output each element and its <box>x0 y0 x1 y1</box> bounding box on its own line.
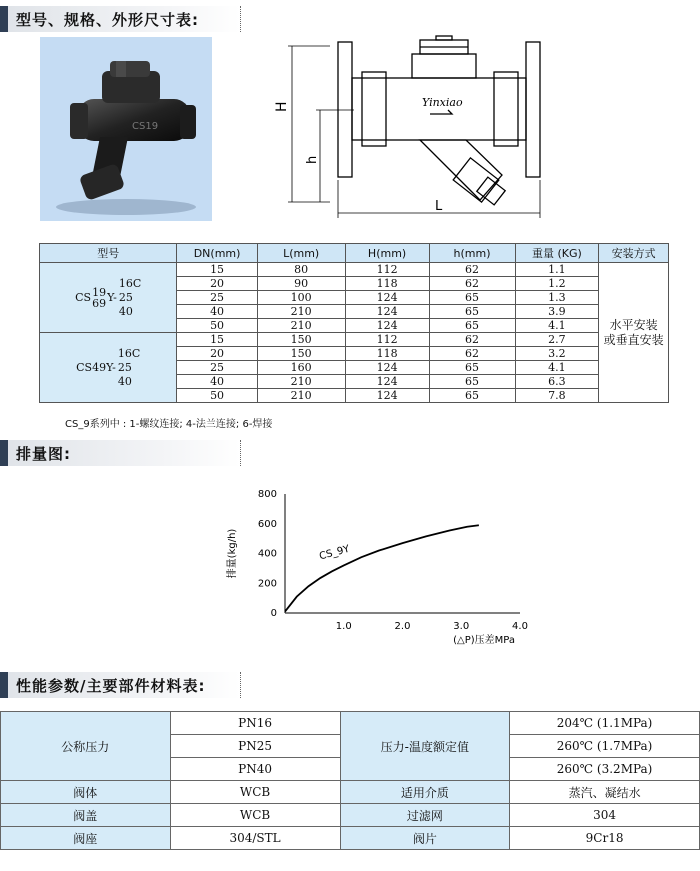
section-bar <box>0 6 8 32</box>
spec-cell: 150 <box>257 347 345 361</box>
material-value: 9Cr18 <box>510 827 700 850</box>
spec-cell: 124 <box>345 361 429 375</box>
x-tick-label: 4.0 <box>512 621 528 632</box>
spec-cell: 50 <box>177 389 257 403</box>
y-tick-label: 800 <box>257 489 277 500</box>
spec-cell: 124 <box>345 305 429 319</box>
spec-cell: 100 <box>257 291 345 305</box>
spec-cell: 25 <box>177 361 257 375</box>
divider <box>240 440 241 466</box>
divider <box>240 672 241 698</box>
y-tick-label: 0 <box>270 608 277 619</box>
install-method-cell: 水平安装 或垂直安装 <box>599 263 669 403</box>
drawing-logo: Yinxiao <box>422 96 463 109</box>
spec-cell: 1.3 <box>515 291 599 305</box>
spec-cell: 210 <box>257 305 345 319</box>
spec-cell: 7.8 <box>515 389 599 403</box>
spec-cell: 1.2 <box>515 277 599 291</box>
spec-cell: 112 <box>345 263 429 277</box>
section-bar <box>0 672 8 698</box>
spec-header-cell: 安装方式 <box>599 244 669 263</box>
part-label: 阀体 <box>1 781 171 804</box>
material-value: WCB <box>170 781 340 804</box>
x-tick-label: 2.0 <box>394 621 411 632</box>
table-row <box>40 263 669 277</box>
spec-cell: 40 <box>177 305 257 319</box>
technical-drawing <box>270 30 560 230</box>
spec-cell: 65 <box>429 375 515 389</box>
table-row <box>1 804 700 827</box>
spec-cell: 65 <box>429 291 515 305</box>
divider <box>240 6 241 32</box>
spec-header-cell: L(mm) <box>257 244 345 263</box>
pressure-value: PN40 <box>170 758 340 781</box>
product-photo <box>40 37 212 221</box>
material-value: 304/STL <box>170 827 340 850</box>
material-value: 蒸汽、凝结水 <box>510 781 700 804</box>
spec-cell: 40 <box>177 375 257 389</box>
spec-cell: 65 <box>429 305 515 319</box>
spec-cell: 124 <box>345 389 429 403</box>
section-title: 性能参数/主要部件材料表: <box>16 676 206 695</box>
temp-rating-value: 260℃ (1.7MPa) <box>510 735 700 758</box>
model-cell: CS 19 69 Y- 16C 25 40 <box>40 263 177 333</box>
table-row <box>1 712 700 735</box>
spec-cell: 25 <box>177 291 257 305</box>
pressure-value: PN25 <box>170 735 340 758</box>
spec-cell: 50 <box>177 319 257 333</box>
nominal-pressure-label: 公称压力 <box>1 712 171 781</box>
y-axis-label: 排量(kg/h) <box>227 528 238 579</box>
part-label: 阀盖 <box>1 804 171 827</box>
steam-trap-photo-icon <box>40 37 212 221</box>
series-line <box>285 525 479 611</box>
spec-cell: 124 <box>345 375 429 389</box>
flow-chart <box>225 480 545 650</box>
spec-cell: 3.9 <box>515 305 599 319</box>
spec-header-row <box>40 244 669 263</box>
dim-H-label: H <box>274 101 290 112</box>
x-axis-label: (△P)压差MPa <box>453 635 515 646</box>
section-title: 型号、规格、外形尺寸表: <box>16 10 199 29</box>
spec-cell: 210 <box>257 389 345 403</box>
y-tick-label: 400 <box>257 548 277 560</box>
y-tick-label: 200 <box>257 578 277 590</box>
spec-cell: 65 <box>429 389 515 403</box>
spec-cell: 65 <box>429 361 515 375</box>
spec-header-cell: 型号 <box>40 244 177 263</box>
spec-cell: 1.1 <box>515 263 599 277</box>
spec-cell: 118 <box>345 277 429 291</box>
spec-cell: 80 <box>257 263 345 277</box>
section-bar <box>0 440 8 466</box>
photo-body-text: CS19 <box>132 121 159 132</box>
series-label: CS_9Y <box>318 543 351 563</box>
spec-cell: 3.2 <box>515 347 599 361</box>
pressure-temp-label: 压力-温度额定值 <box>340 712 510 781</box>
pressure-value: PN16 <box>170 712 340 735</box>
series-note: CS_9系列中 : 1-螺纹连接; 4-法兰连接; 6-焊接 <box>65 419 273 430</box>
table-row <box>1 781 700 804</box>
spec-cell: 20 <box>177 347 257 361</box>
spec-cell: 65 <box>429 319 515 333</box>
section-header-dimensions <box>0 6 240 32</box>
dim-h-label: h <box>305 155 320 164</box>
spec-header-cell: DN(mm) <box>177 244 257 263</box>
spec-cell: 210 <box>257 319 345 333</box>
temp-rating-value: 204℃ (1.1MPa) <box>510 712 700 735</box>
spec-cell: 62 <box>429 347 515 361</box>
part-label: 阀片 <box>340 827 510 850</box>
spec-cell: 118 <box>345 347 429 361</box>
x-tick-label: 3.0 <box>453 621 470 632</box>
part-label: 过滤网 <box>340 804 510 827</box>
dim-L-label: L <box>435 199 443 214</box>
spec-header-cell: h(mm) <box>429 244 515 263</box>
model-cell: CS49Y- 16C 25 40 <box>40 333 177 403</box>
spec-cell: 6.3 <box>515 375 599 389</box>
section-header-performance <box>0 672 240 698</box>
y-tick-label: 600 <box>257 518 277 530</box>
spec-header-cell: H(mm) <box>345 244 429 263</box>
part-label: 适用介质 <box>340 781 510 804</box>
spec-cell: 2.7 <box>515 333 599 347</box>
spec-cell: 4.1 <box>515 319 599 333</box>
spec-cell: 124 <box>345 319 429 333</box>
spec-cell: 62 <box>429 333 515 347</box>
spec-cell: 124 <box>345 291 429 305</box>
table-row <box>40 333 669 347</box>
x-tick-label: 1.0 <box>335 621 352 632</box>
spec-cell: 150 <box>257 333 345 347</box>
spec-cell: 15 <box>177 263 257 277</box>
material-value: WCB <box>170 804 340 827</box>
spec-cell: 4.1 <box>515 361 599 375</box>
part-label: 阀座 <box>1 827 171 850</box>
spec-cell: 90 <box>257 277 345 291</box>
section-header-flow <box>0 440 240 466</box>
spec-cell: 160 <box>257 361 345 375</box>
spec-cell: 20 <box>177 277 257 291</box>
spec-table <box>39 243 669 403</box>
temp-rating-value: 260℃ (3.2MPa) <box>510 758 700 781</box>
section-title: 排量图: <box>16 444 71 463</box>
table-row <box>1 827 700 850</box>
spec-header-cell: 重量 (KG) <box>515 244 599 263</box>
spec-cell: 112 <box>345 333 429 347</box>
spec-cell: 62 <box>429 277 515 291</box>
spec-body <box>40 263 669 403</box>
spec-cell: 62 <box>429 263 515 277</box>
performance-table <box>0 711 700 850</box>
spec-cell: 210 <box>257 375 345 389</box>
spec-cell: 15 <box>177 333 257 347</box>
material-value: 304 <box>510 804 700 827</box>
